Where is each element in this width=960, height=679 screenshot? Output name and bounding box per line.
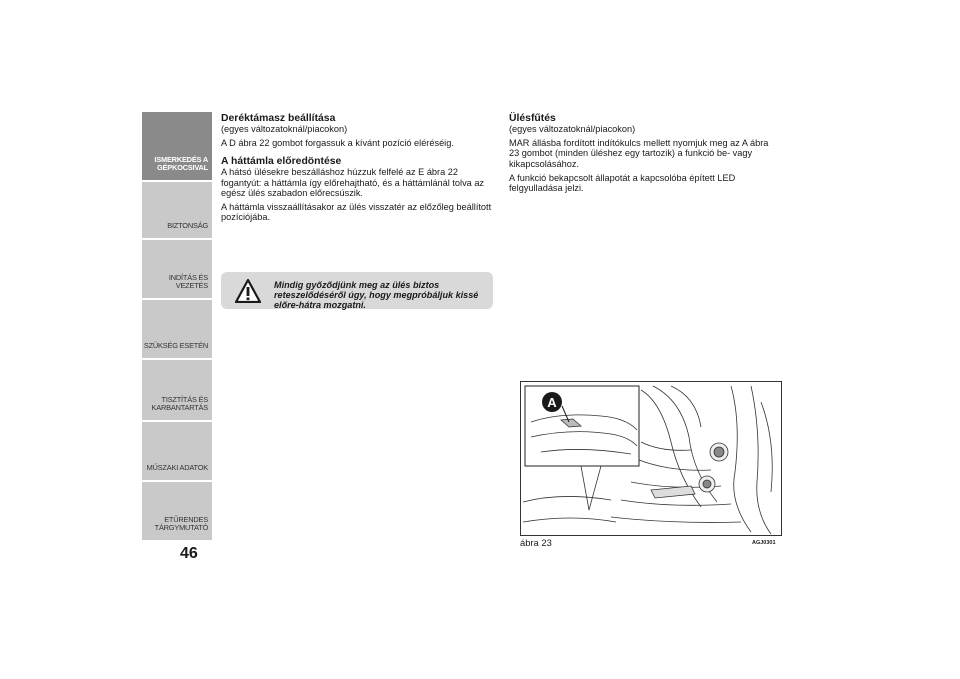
warning-triangle-icon <box>235 279 261 303</box>
paragraph: A háttámla visszaállításakor az ülés visszatér az előzőleg beállított pozíciójába. <box>221 202 492 223</box>
figure-caption: ábra 23 <box>520 537 552 548</box>
warning-box <box>221 272 493 309</box>
section-subtitle: (egyes változatoknál/piacokon) <box>509 124 636 134</box>
warning-text: Mindig győződjünk meg az ülés biztos reteszelődéséről úgy, hogy megpróbáljuk kissé előre-hátra mozgatni. <box>274 280 479 311</box>
paragraph: A funkció bekapcsolt állapotát a kapcsolóba épített LED felgyulladása jelzi. <box>509 172 736 194</box>
paragraph: A hátsó ülésekre beszálláshoz húzzuk felfelé az E ábra 22 fogantyút: a háttámla így előrehajtható, és a háttámlánál tolva az egész ülés szabadon előrecsúszik. <box>221 167 485 198</box>
paragraph: A D ábra 22 gombot forgassuk a kívánt pozíció eléréséig. <box>221 138 454 149</box>
tab-label: ETŰRENDES TÁRGYMUTATÓ <box>154 515 208 532</box>
tab-label: MŰSZAKI ADATOK <box>146 463 208 472</box>
right-column <box>509 113 781 197</box>
tab-targymutato[interactable] <box>142 482 212 540</box>
seat-drawing <box>521 382 781 535</box>
tab-label: BIZTONSÁG <box>167 221 208 230</box>
tab-inditas[interactable] <box>142 240 212 298</box>
figure-code: AGJ0301 <box>752 540 776 546</box>
section-subtitle: (egyes változatoknál/piacokon) <box>221 124 348 134</box>
tab-label: TISZTÍTÁS ÉS KARBANTARTÁS <box>151 395 208 412</box>
tab-muszaki[interactable] <box>142 422 212 480</box>
tab-label: INDÍTÁS ÉS VEZETÉS <box>168 273 208 290</box>
left-column <box>221 113 493 226</box>
tab-label: ISMERKEDÉS A GÉPKOCSIVAL <box>154 155 208 172</box>
tab-ismerkedes[interactable] <box>142 112 212 180</box>
section-heading: Deréktámasz beállítása <box>221 113 336 124</box>
tab-tisztitas[interactable] <box>142 360 212 420</box>
tab-szukseg[interactable] <box>142 300 212 358</box>
page-number: 46 <box>180 545 198 562</box>
seat-heating-illustration <box>520 381 782 536</box>
tab-biztonsag[interactable] <box>142 182 212 238</box>
section-heading: Ülésfűtés <box>509 113 556 124</box>
figure-marker-a: A <box>547 395 557 410</box>
paragraph: MAR állásba fordított indítókulcs mellett nyomjuk meg az A ábra 23 gombot (minden üléshez egy tartozik) a funkció be- vagy kikapcsolásához. <box>509 138 769 169</box>
section-heading: A háttámla előredöntése <box>221 156 342 168</box>
tab-label: SZÜKSÉG ESETÉN <box>143 341 208 350</box>
